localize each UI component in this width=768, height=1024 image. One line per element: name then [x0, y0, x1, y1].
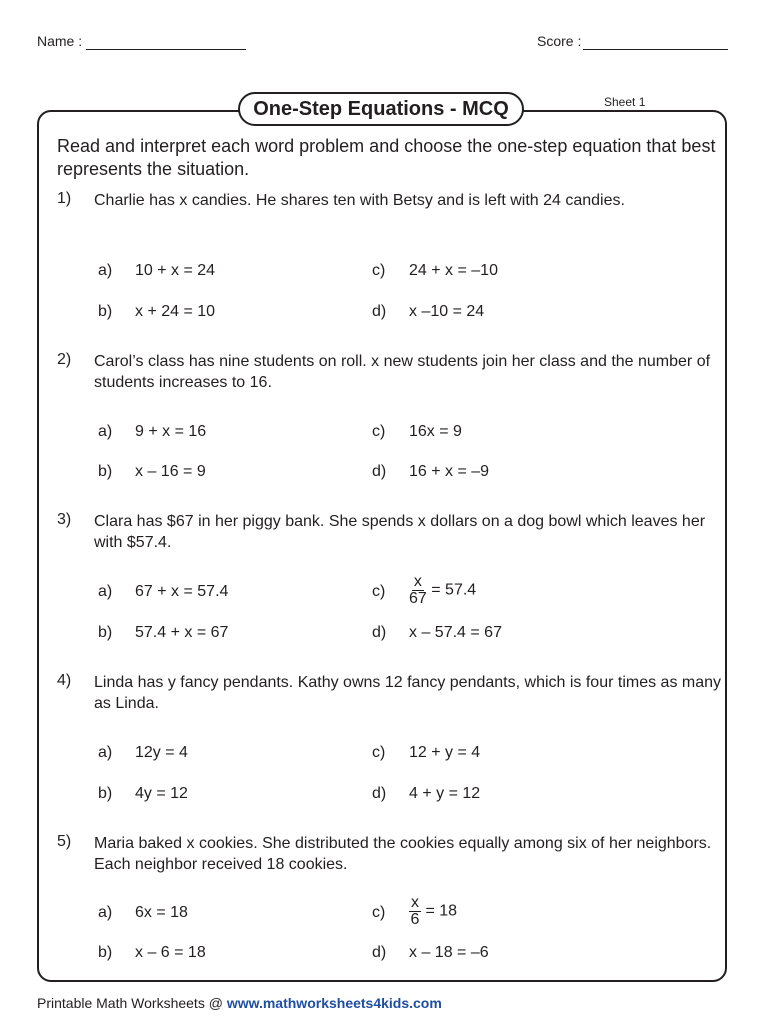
- option-label: a): [98, 744, 113, 761]
- fraction-denominator: 6: [410, 911, 420, 928]
- option-value[interactable]: 24 + x = –10: [409, 262, 498, 279]
- footer: [37, 995, 442, 1011]
- option-label: b): [98, 624, 113, 641]
- option-label: b): [98, 944, 113, 961]
- name-line[interactable]: [86, 49, 246, 50]
- name-label: Name :: [37, 33, 83, 49]
- option-value: = 57.4: [431, 581, 477, 599]
- option-label: b): [98, 303, 113, 320]
- question-number: 5): [57, 833, 72, 850]
- instructions: Read and interpret each word problem and choose the one-step equation that best represents the situation.: [57, 136, 716, 179]
- option-value[interactable]: 4 + y = 12: [409, 785, 481, 802]
- option-label: c): [372, 744, 386, 761]
- question-text: Linda has y fancy pendants. Kathy owns 12 fancy pendants, which is four times as many as Linda.: [94, 674, 722, 712]
- question-number: 3): [57, 511, 72, 528]
- option-label: a): [98, 423, 113, 440]
- worksheet-title: One-Step Equations - MCQ: [238, 92, 524, 126]
- option-value[interactable]: 10 + x = 24: [135, 262, 216, 279]
- option-value[interactable]: x + 24 = 10: [135, 303, 216, 320]
- option-value[interactable]: 4y = 12: [135, 785, 188, 802]
- question-number: 1): [57, 190, 72, 207]
- question-text: Carol’s class has nine students on roll. x new students join her class and the number of students increases to 16.: [94, 353, 711, 391]
- option-label: c): [372, 423, 386, 440]
- option-label: a): [98, 262, 113, 279]
- option-value[interactable]: x – 6 = 18: [135, 944, 206, 961]
- footer-site-link[interactable]: www.mathworksheets4kids.com: [226, 995, 442, 1011]
- option-label: d): [372, 624, 387, 641]
- option-value[interactable]: 6x = 18: [135, 904, 188, 921]
- option-value[interactable]: x – 18 = –6: [409, 944, 489, 961]
- option-value[interactable]: 12 + y = 4: [409, 744, 481, 761]
- option-label: c): [372, 262, 386, 279]
- sheet-label: Sheet 1: [604, 95, 646, 109]
- question-text: Maria baked x cookies. She distributed the cookies equally among six of her neighbors. Each neighbor received 18 cookies.: [94, 835, 712, 873]
- option-value[interactable]: 16x = 9: [409, 423, 462, 440]
- option-value[interactable]: 12y = 4: [135, 744, 188, 761]
- option-label: d): [372, 303, 387, 320]
- question-number: 4): [57, 672, 72, 689]
- fraction-denominator: 67: [409, 590, 427, 607]
- option-value[interactable]: x – 57.4 = 67: [409, 624, 502, 641]
- fraction: [409, 895, 421, 928]
- option-value[interactable]: 57.4 + x = 67: [135, 624, 229, 641]
- option-value[interactable]: 9 + x = 16: [135, 423, 207, 440]
- option-label: c): [372, 583, 386, 600]
- question-number: 2): [57, 351, 72, 368]
- option-value[interactable]: x –10 = 24: [409, 303, 485, 320]
- option-fraction-equation[interactable]: [409, 895, 457, 928]
- option-value[interactable]: 67 + x = 57.4: [135, 583, 229, 600]
- fraction: [409, 574, 427, 607]
- option-value[interactable]: 16 + x = –9: [409, 463, 490, 480]
- fraction-numerator: x: [413, 573, 422, 590]
- option-label: a): [98, 583, 113, 600]
- option-label: d): [372, 463, 387, 480]
- fraction-numerator: x: [411, 894, 419, 911]
- option-fraction-equation[interactable]: [409, 574, 476, 607]
- question-text: Charlie has x candies. He shares ten with Betsy and is left with 24 candies.: [94, 192, 625, 209]
- option-label: b): [98, 463, 113, 480]
- option-label: d): [372, 785, 387, 802]
- footer-prefix: Printable Math Worksheets @: [37, 995, 227, 1011]
- option-label: d): [372, 944, 387, 961]
- option-label: b): [98, 785, 113, 802]
- question-text: Clara has $67 in her piggy bank. She spends x dollars on a dog bowl which leaves her with $57.4.: [94, 513, 706, 551]
- score-line[interactable]: [583, 49, 728, 50]
- score-label: Score :: [537, 33, 582, 49]
- option-label: c): [372, 904, 386, 921]
- option-value: = 18: [425, 902, 458, 920]
- option-label: a): [98, 904, 113, 921]
- option-value[interactable]: x – 16 = 9: [135, 463, 206, 480]
